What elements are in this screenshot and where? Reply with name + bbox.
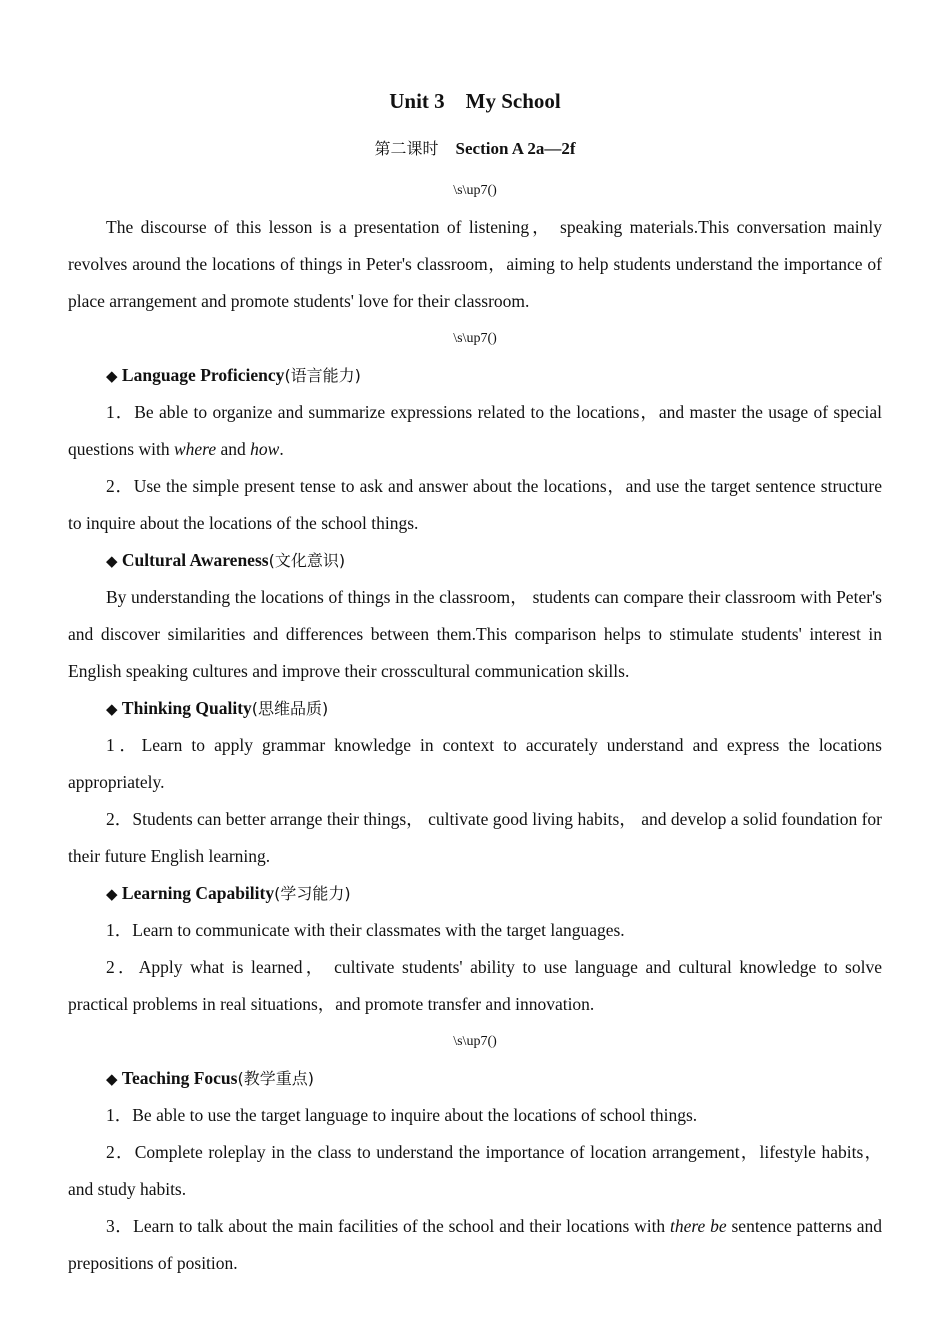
item-text: Students can better arrange their things， cultivate good living habits， and develop a solid foundation for their future English learning. <box>68 809 883 866</box>
subtitle-en: Section A 2a—2f <box>455 139 576 158</box>
heading-cn: (教学重点) <box>237 1069 314 1088</box>
item-emphasis: where <box>173 439 217 459</box>
field-code-marker: \s\up7() <box>453 331 497 346</box>
item-text: and <box>216 439 251 459</box>
list-item <box>68 801 882 875</box>
section-heading-focus <box>68 1060 882 1097</box>
list-item <box>68 1208 882 1282</box>
item-text: Apply what is learned， cultivate students' ability to use language and cultural knowledge to solve practical problems in real situations，and promote transfer and innovation. <box>68 957 882 1014</box>
heading-text: Cultural Awareness <box>121 550 269 570</box>
heading-text: Thinking Quality <box>121 698 252 718</box>
document-page <box>68 86 882 1282</box>
heading-text: Language Proficiency <box>121 365 285 385</box>
item-text: Learn to communicate with their classmates with the target languages. <box>132 920 625 940</box>
item-emphasis: how <box>250 439 280 459</box>
item-text: Use the simple present tense to ask and answer about the locations，and use the target sentence structure to inquire about the locations of the school things. <box>68 476 883 533</box>
heading-cn: (学习能力) <box>274 884 351 903</box>
diamond-bullet-icon: ◆ <box>106 1070 118 1088</box>
item-number: 3． <box>106 1216 134 1236</box>
item-number: 1． <box>106 735 142 755</box>
item-text: Be able to use the target language to inquire about the locations of school things. <box>132 1105 698 1125</box>
item-number: 2． <box>106 809 133 829</box>
heading-text: Teaching Focus <box>121 1068 238 1088</box>
item-text: Complete roleplay in the class to understand the importance of location arrangement，lifestyle habits，and study habits. <box>68 1142 883 1199</box>
list-item <box>68 1134 882 1208</box>
section-heading-cultural <box>68 542 882 579</box>
field-code-marker: \s\up7() <box>453 1034 497 1049</box>
list-item <box>68 949 882 1023</box>
item-number: 2． <box>106 1142 135 1162</box>
item-emphasis: there be <box>670 1216 727 1236</box>
item-text: . <box>279 439 284 459</box>
list-item <box>68 727 882 801</box>
item-number: 2． <box>106 476 134 496</box>
diamond-bullet-icon: ◆ <box>106 700 118 718</box>
item-number: 1． <box>106 920 133 940</box>
diamond-bullet-icon: ◆ <box>106 367 118 385</box>
list-item <box>68 468 882 542</box>
section-heading-language <box>68 357 882 394</box>
heading-cn: (思维品质) <box>251 699 329 718</box>
diamond-bullet-icon: ◆ <box>106 885 118 903</box>
item-number: 2． <box>106 957 139 977</box>
lesson-subtitle <box>68 136 882 162</box>
item-text: Learn to apply grammar knowledge in context to accurately understand and express the locations appropriately. <box>68 735 882 792</box>
heading-cn: (文化意识) <box>268 551 346 570</box>
section-heading-thinking <box>68 690 882 727</box>
cultural-paragraph: By understanding the locations of things in the classroom， students can compare their classroom with Peter's and discover similarities and differences between them.This comparison helps to stimulate students' interest in English speaking cultures and improve their crosscultural communication skills. <box>68 587 882 681</box>
field-code-marker: \s\up7() <box>453 183 497 198</box>
section-heading-learning <box>68 875 882 912</box>
diamond-bullet-icon: ◆ <box>106 552 118 570</box>
list-item <box>68 394 882 468</box>
list-item <box>68 912 882 949</box>
item-text: Be able to organize and summarize expressions related to the locations，and master the usage of special questions with <box>68 402 883 459</box>
item-number: 1． <box>106 1105 133 1125</box>
unit-title: Unit 3 My School <box>389 89 561 113</box>
list-item <box>68 1097 882 1134</box>
item-number: 1． <box>106 402 135 422</box>
item-text: Learn to talk about the main facilities of the school and their locations with <box>133 1216 671 1236</box>
heading-text: Learning Capability <box>121 883 275 903</box>
item-text: sentence patterns and prepositions of position. <box>68 1216 883 1273</box>
intro-paragraph: The discourse of this lesson is a presentation of listening， speaking materials.This conversation mainly revolves around the locations of things in Peter's classroom，aiming to help students understand the importance of place arrangement and promote students' love for their classroom. <box>68 217 882 311</box>
heading-cn: (语言能力) <box>284 366 361 385</box>
subtitle-cn: 第二课时 <box>374 139 439 158</box>
